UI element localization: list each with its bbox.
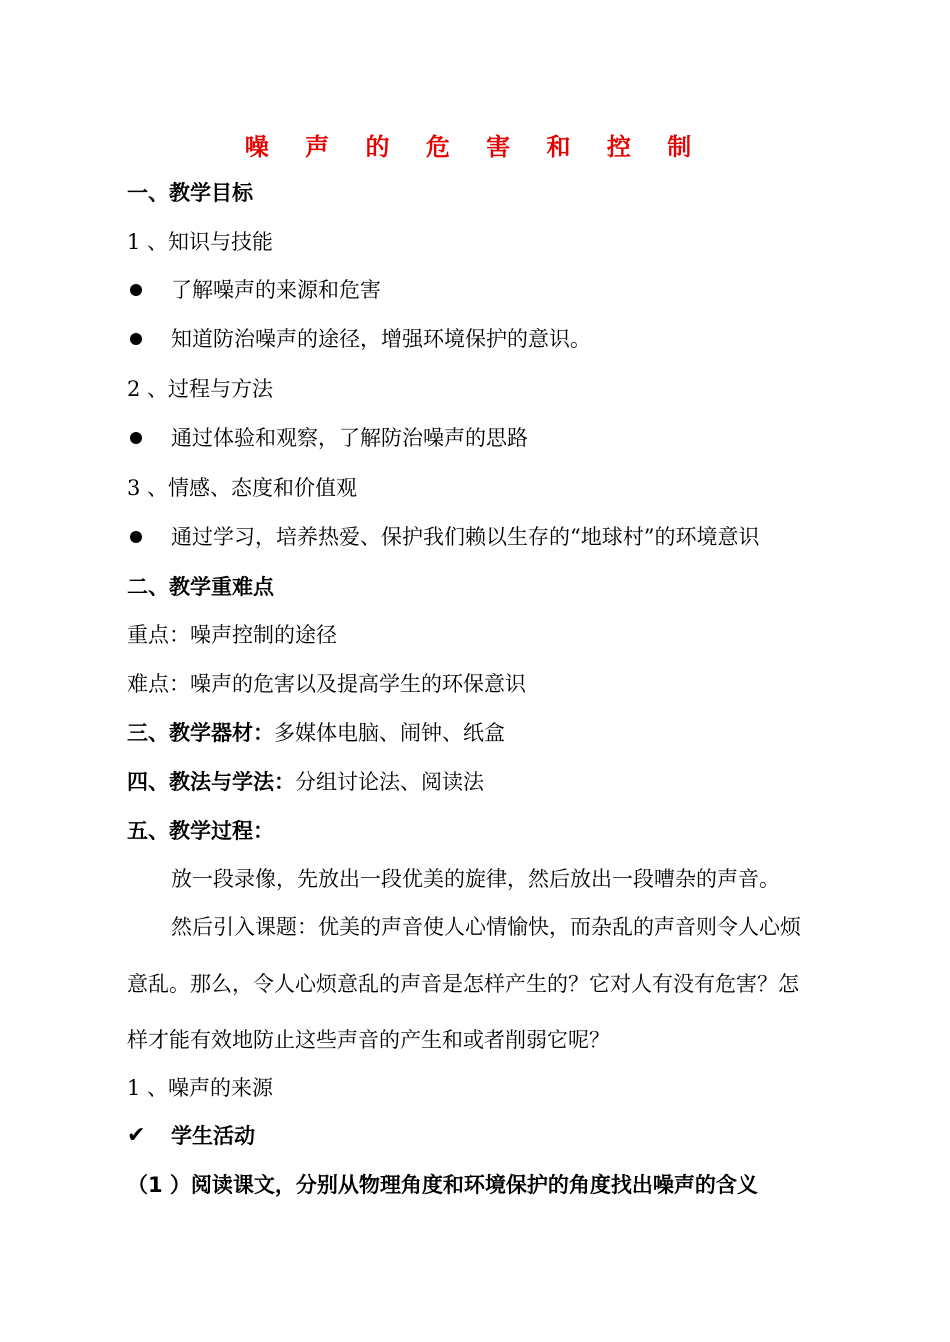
activity-item: （1 ）阅读课文，分别从物理角度和环境保护的角度找出噪声的含义 <box>127 1173 758 1197</box>
section-heading-process: 五、教学过程： <box>127 819 274 843</box>
section-heading-equipment: 三、教学器材： <box>127 721 274 745</box>
subsection-emotion-values: 3 、情感、态度和价值观 <box>127 476 358 500</box>
methods-text: 分组讨论法、阅读法 <box>295 770 484 794</box>
bullet-text: 知道防治噪声的途径，增强环境保护的意识。 <box>171 327 591 351</box>
bullet-text: 了解噪声的来源和危害 <box>171 278 381 302</box>
bullet-icon <box>130 333 142 345</box>
bullet-text: 通过学习，培养热爱、保护我们赖以生存的“地球村”的环境意识 <box>171 525 760 549</box>
bullet-icon <box>130 531 142 543</box>
section-methods <box>127 767 484 797</box>
bullet-icon <box>130 432 142 444</box>
student-activity-heading: 学生活动 <box>171 1124 255 1148</box>
subsection-knowledge-skills: 1 、知识与技能 <box>127 230 274 254</box>
page-title: 噪 声 的 危 害 和 控 制 <box>244 133 706 161</box>
section-heading-key-points: 二、教学重难点 <box>127 575 274 599</box>
paragraph-intro: 放一段录像，先放出一段优美的旋律，然后放出一段嘈杂的声音。 <box>171 867 780 891</box>
bullet-icon <box>130 284 142 296</box>
difficult-point-text: 难点：噪声的危害以及提高学生的环保意识 <box>127 672 526 696</box>
paragraph-topic-line1: 然后引入课题：优美的声音使人心情愉快，而杂乱的声音则令人心烦 <box>171 915 801 939</box>
paragraph-topic-line2: 意乱。那么，令人心烦意乱的声音是怎样产生的？它对人有没有危害？怎 <box>127 972 799 996</box>
paragraph-topic-line3: 样才能有效地防止这些声音的产生和或者削弱它呢？ <box>127 1028 610 1052</box>
section-heading-methods: 四、教法与学法： <box>127 770 295 794</box>
key-point-text: 重点：噪声控制的途径 <box>127 623 337 647</box>
subsection-noise-source: 1 、噪声的来源 <box>127 1076 274 1100</box>
equipment-text: 多媒体电脑、闹钟、纸盒 <box>274 721 505 745</box>
check-icon: ✔ <box>127 1123 146 1148</box>
subsection-process-method: 2 、过程与方法 <box>127 377 274 401</box>
bullet-text: 通过体验和观察，了解防治噪声的思路 <box>171 426 528 450</box>
section-equipment <box>127 718 505 748</box>
section-heading-teaching-goals: 一、教学目标 <box>127 181 253 205</box>
